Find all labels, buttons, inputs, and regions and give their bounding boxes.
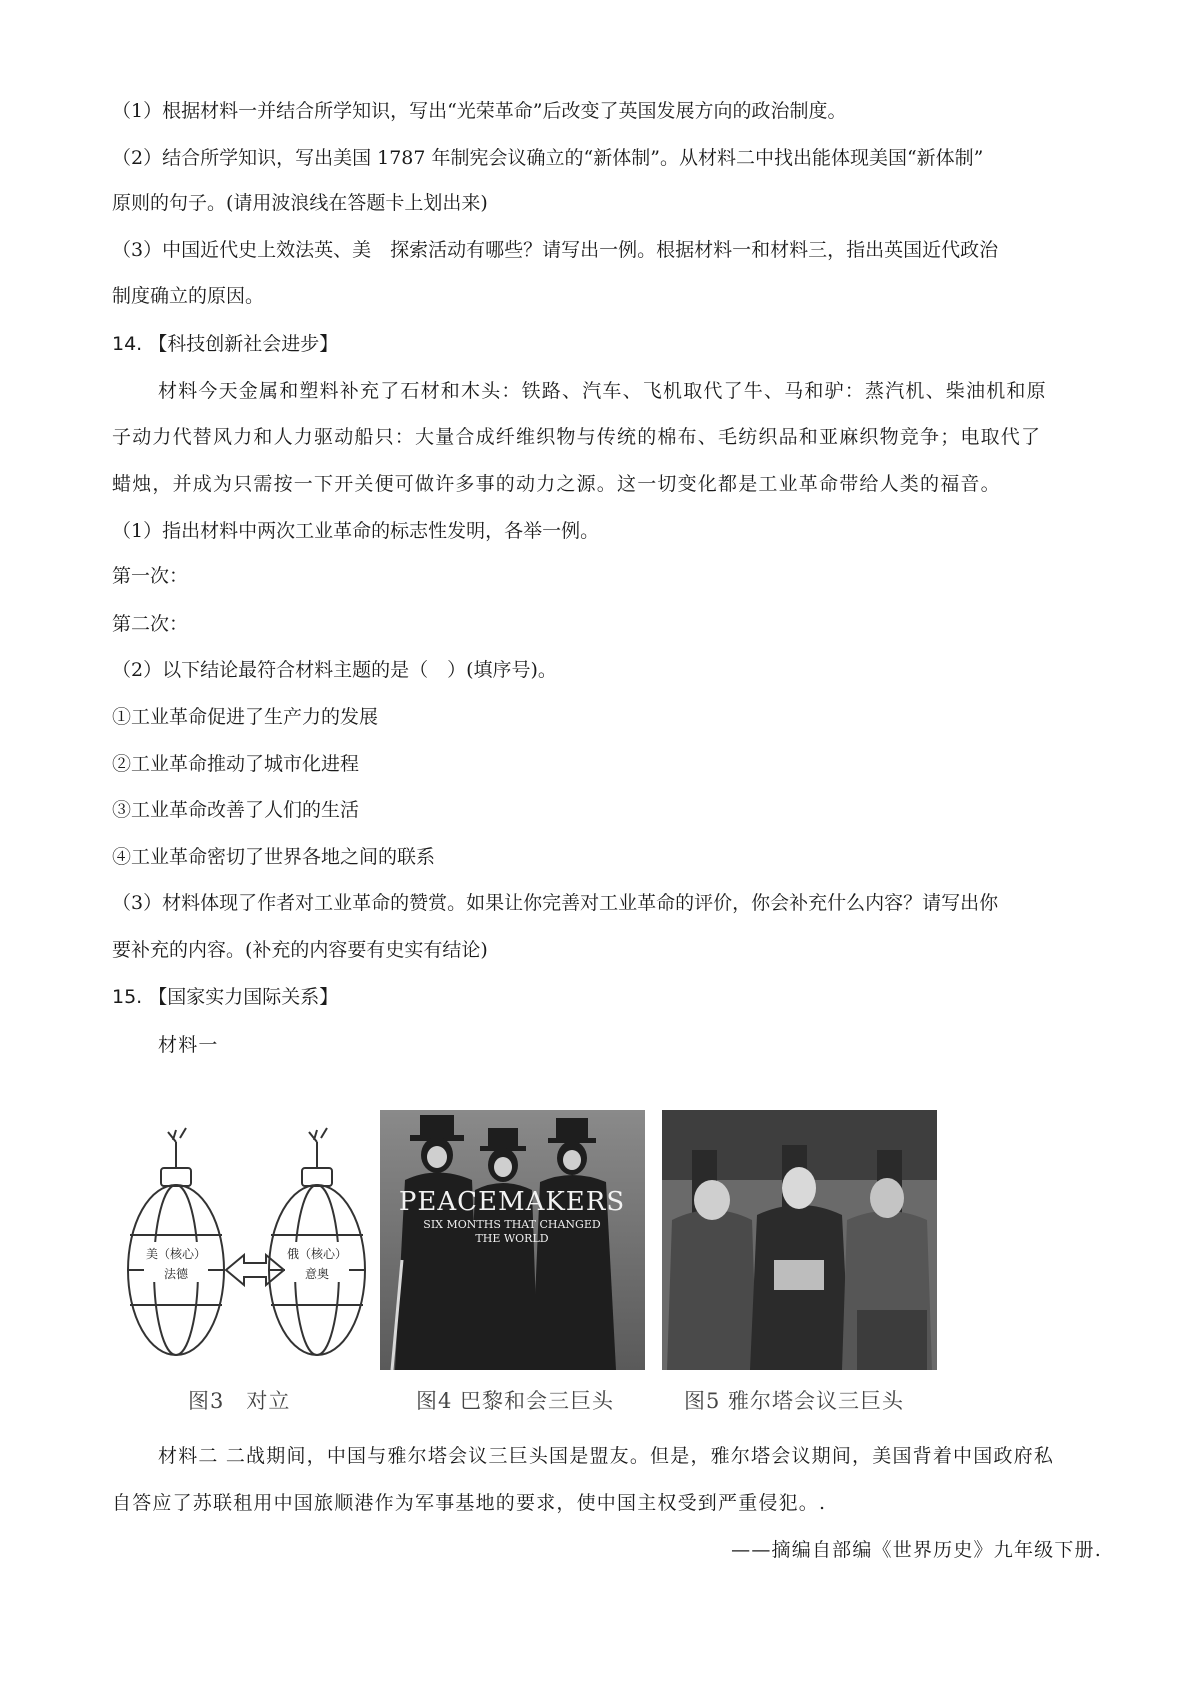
peacemakers-subtitle-1: SIX MONTHS THAT CHANGED (423, 1218, 601, 1231)
left-bomb-top-label: 美（核心） (145, 1247, 207, 1261)
left-bomb-bottom-label: 法德 (163, 1267, 189, 1281)
q14-material-line3: 蜡烛，并成为只需按一下开关便可做许多事的动力之源。这一切变化都是工业革命带给人类的福音。 (112, 473, 1001, 495)
right-bomb-top-label: 俄（核心） (286, 1247, 348, 1261)
peacemakers-title: PEACEMAKERS (398, 1187, 626, 1217)
q14-material-line1: 材料今天金属和塑料补充了石材和木头：铁路、汽车、飞机取代了牛、马和驴：蒸汽机、柴油机和原 (158, 380, 1047, 402)
figure-5-caption: 图5 雅尔塔会议三巨头 (684, 1389, 905, 1413)
q14-option-3: ③工业革命改善了人们的生活 (112, 799, 360, 821)
q14-sub1: （1）指出材料中两次工业革命的标志性发明，各举一例。 (112, 520, 600, 542)
q14-second: 第二次： (112, 613, 189, 635)
q15-material2-line1: 材料二 二战期间，中国与雅尔塔会议三巨头国是盟友。但是，雅尔塔会议期间，美国背着中国政府私 (158, 1445, 1055, 1467)
q14-material-line2: 子动力代替风力和人力驱动船只：大量合成纤维织物与传统的棉布、毛纺织品和亚麻织物竞争；电取代了 (112, 426, 1042, 448)
q15-material2-line2: 自答应了苏联租用中国旅顺港作为军事基地的要求，使中国主权受到严重侵犯。. (112, 1492, 827, 1514)
figure-3-caption: 图3 对立 (188, 1389, 291, 1413)
q15-source: ——摘编自部编《世界历史》九年级下册. (731, 1539, 1102, 1561)
q14-sub3-line1: （3）材料体现了作者对工业革命的赞赏。如果让你完善对工业革命的评价，你会补充什么内容？请写出你 (112, 892, 999, 914)
q13-sub1: （1）根据材料一并结合所学知识，写出“光荣革命”后改变了英国发展方向的政治制度。 (112, 100, 847, 122)
yalta-photo (662, 1110, 937, 1370)
q13-sub2-line2: 原则的句子。(请用波浪线在答题卡上划出来) (112, 192, 488, 214)
figure-4-paris-peace-photo (380, 1110, 645, 1370)
q14-first: 第一次： (112, 565, 189, 587)
q14-option-4: ④工业革命密切了世界各地之间的联系 (112, 846, 436, 868)
peacemakers-subtitle-2: THE WORLD (475, 1232, 549, 1245)
q13-sub3-line1: （3）中国近代史上效法英、美 探索活动有哪些？请写出一例。根据材料一和材料三，指出英国近代政治 (112, 239, 999, 261)
figure-3-opposition (118, 1110, 373, 1370)
q14-sub3-line2: 要补充的内容。(补充的内容要有史实有结论) (112, 939, 488, 961)
paris-photo (380, 1110, 645, 1370)
q14-sub2: （2）以下结论最符合材料主题的是（ ）(填序号)。 (112, 659, 557, 681)
q15-heading: 15. 【国家实力国际关系】 (112, 986, 339, 1008)
right-bomb-bottom-label: 意奥 (304, 1267, 330, 1281)
figure-5-yalta-photo (662, 1110, 937, 1370)
q14-heading: 14. 【科技创新社会进步】 (112, 333, 339, 355)
q14-option-1: ①工业革命促进了生产力的发展 (112, 706, 379, 728)
q13-sub2-line1: （2）结合所学知识，写出美国 1787 年制宪会议确立的“新体制”。从材料二中找出能体现美国“新体制” (112, 147, 984, 169)
q15-material1-label: 材料一 (158, 1034, 219, 1056)
bombs-diagram (118, 1110, 373, 1370)
q13-sub3-line2: 制度确立的原因。 (112, 285, 265, 307)
q14-option-2: ②工业革命推动了城市化进程 (112, 753, 360, 775)
figure-4-caption: 图4 巴黎和会三巨头 (416, 1389, 615, 1413)
